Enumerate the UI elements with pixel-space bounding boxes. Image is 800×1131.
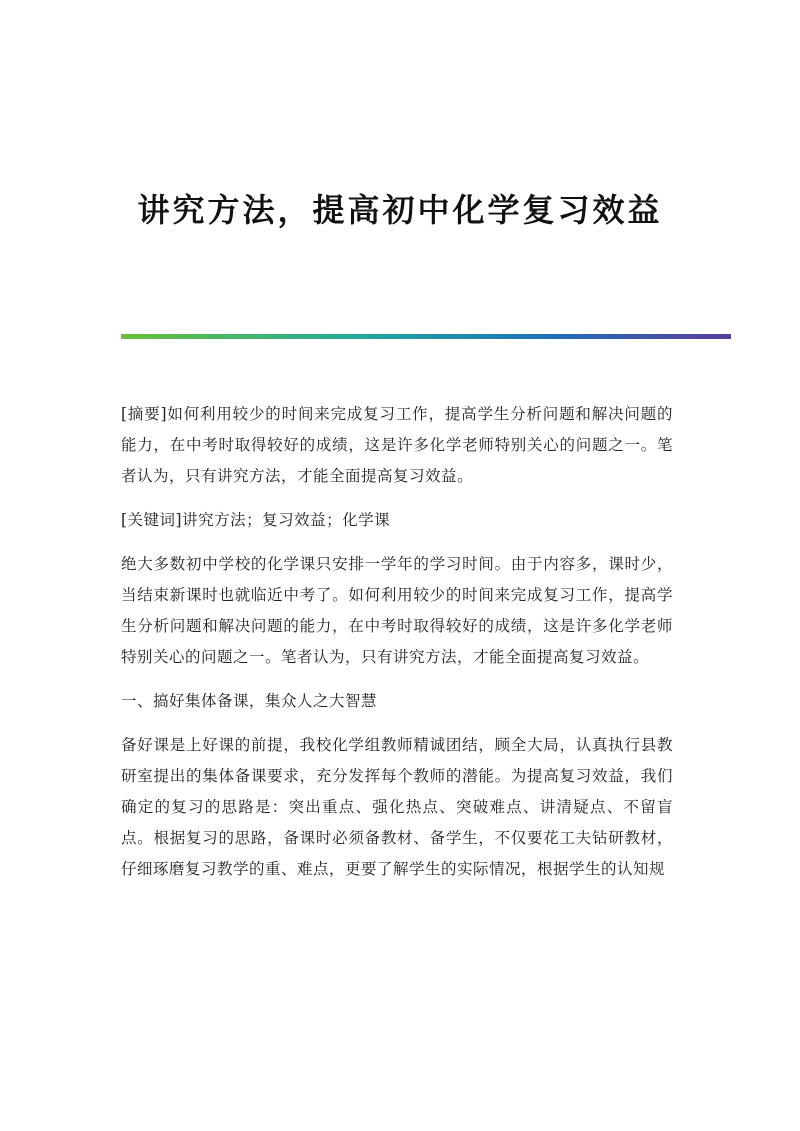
keywords-paragraph: [关键词]讲究方法；复习效益；化学课 [121, 511, 391, 529]
page-title: 讲究方法，提高初中化学复习效益 [137, 191, 663, 229]
intro-paragraph: 绝大多数初中学校的化学课只安排一学年的学习时间。由于内容多，课时少，当结束新课时也就临近中考了。如何利用较少的时间来完成复习工作，提高学生分析问题和解决问题的能力，在中考时取得较好的成绩，这是许多化学老师特别关心的问题之一。笔者认为，只有讲究方法，才能全面提高复习效益。 [121, 555, 673, 666]
section-paragraph: 备好课是上好课的前提，我校化学组教师精诚团结，顾全大局，认真执行县教研室提出的集体备课要求，充分发挥每个教师的潜能。为提高复习效益，我们确定的复习的思路是：突出重点、强化热点、突破难点、讲清疑点、不留盲点。根据复习的思路，备课时必须备教材、备学生，不仅要花工夫钻研教材，仔细琢磨复习教学的重、难点，更要了解学生的实际情况，根据学生的认知规 [121, 736, 673, 878]
section-heading: 一、搞好集体备课，集众人之大智慧 [121, 692, 378, 710]
abstract-paragraph: [摘要]如何利用较少的时间来完成复习工作，提高学生分析问题和解决问题的能力，在中考时取得较好的成绩，这是许多化学老师特别关心的问题之一。笔者认为，只有讲究方法，才能全面提高复习效益。 [121, 405, 673, 485]
document-body [121, 399, 673, 898]
title-divider [121, 334, 731, 339]
